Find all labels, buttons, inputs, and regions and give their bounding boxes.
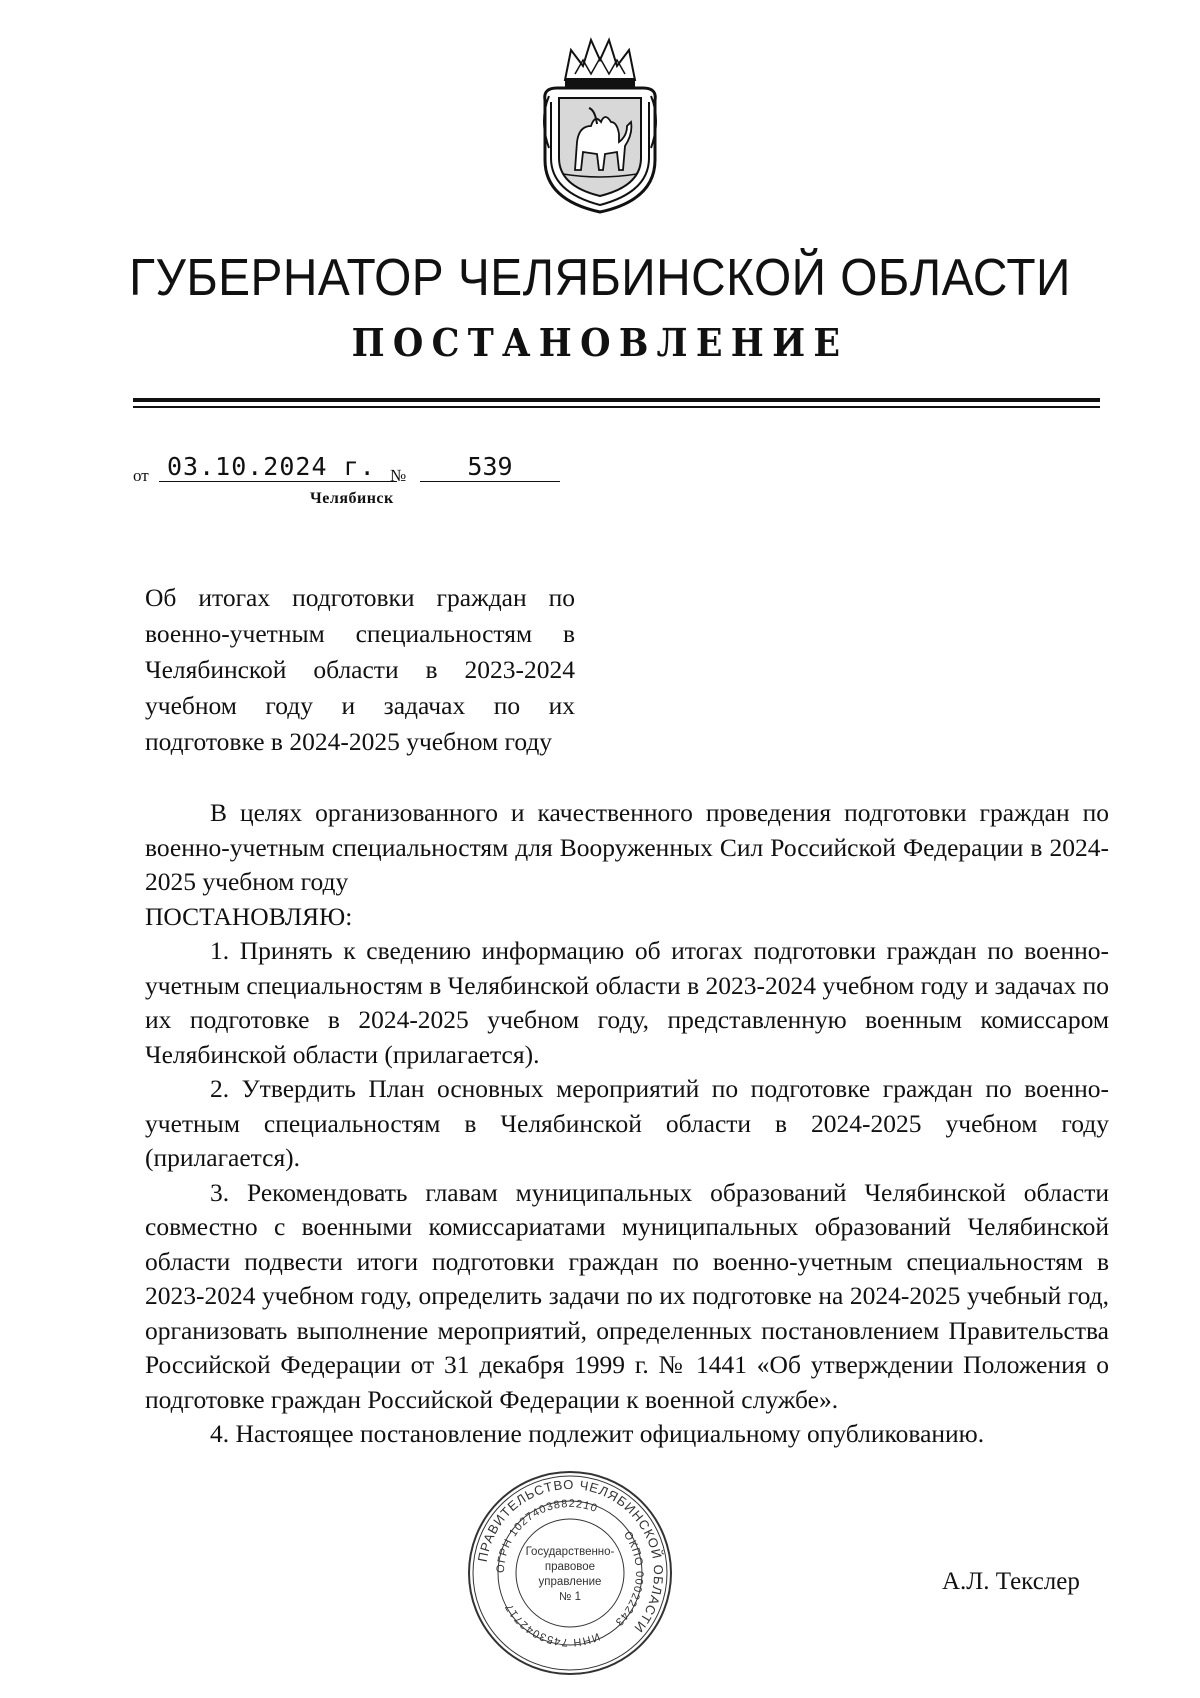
city-label: Челябинск <box>310 490 394 507</box>
header-rule-thick <box>133 398 1100 402</box>
number-sign: № <box>390 466 407 485</box>
document-date: 03.10.2024 г. <box>159 452 397 482</box>
seal-okpo: ОКПО 00022243 <box>612 1529 646 1629</box>
seal-center-line-1: Государственно- <box>525 1546 615 1558</box>
header-rule-thin <box>133 406 1100 408</box>
seal-ring-text: ПРАВИТЕЛЬСТВО ЧЕЛЯБИНСКОЙ ОБЛАСТИ <box>474 1476 667 1636</box>
preamble: В целях организованного и качественного проведения подготовки граждан по военно-учетным специальностям для Вооруженных Сил Российской Федерации в 2024-2025 учебном году <box>145 798 1109 896</box>
date-prefix: от <box>133 466 149 485</box>
svg-text:ОКПО 00022243 <box>612 1529 645 1628</box>
official-seal-stamp <box>465 1468 675 1678</box>
signatory-name: А.Л. Текслер <box>942 1568 1080 1595</box>
coat-of-arms-icon <box>535 30 665 215</box>
clause-4: 4. Настоящее постановление подлежит официальному опубликованию. <box>210 1419 985 1448</box>
document-type: ПОСТАНОВЛЕНИЕ <box>351 320 849 365</box>
seal-inn: ИНН 7453042717 <box>502 1600 602 1649</box>
seal-ogrn: ОГРН 1027403882210 <box>494 1497 600 1574</box>
seal-center-line-4: № 1 <box>559 1591 581 1603</box>
document-subject: Об итогах подготовки граждан по военно-учетным специальностям в Челябинской области в 2023-2024 учебном году и задачах по их подготовке в 2024-2025 учебном году <box>145 583 575 756</box>
decree-word: ПОСТАНОВЛЯЮ: <box>145 901 353 931</box>
seal-center-line-2: правовое <box>544 1561 596 1573</box>
clause-2: 2. Утвердить План основных мероприятий по подготовке граждан по военно-учетным специальностям в Челябинской области в 2024-2025 учебном году (прилагается). <box>145 1074 1109 1172</box>
clause-1: 1. Принять к сведению информацию об итогах подготовки граждан по военно-учетным специальностям в Челябинской области в 2023-2024 учебном году и задачах по их подготовке в 2024-2025 учебном году, представленную военным комиссаром Челябинской области (прилагается). <box>145 936 1109 1069</box>
seal-center-line-3: управление <box>538 1576 602 1588</box>
document-number: 539 <box>420 452 560 482</box>
clause-3: 3. Рекомендовать главам муниципальных образований Челябинской области совместно с военными комиссариатами муниципальных образований Челябинской области подвести итоги подготовки граждан по военно-учетным специальностям в 2023-2024 учебном году, определить задачи по их подготовке на 2024-2025 учебный год, организовать выполнение мероприятий, определенных постановлением Правительства Российской Федерации от 31 декабря 1999 г. № 1441 «Об утверждении Положения о подготовке граждан Российской Федерации к военной службе». <box>145 1177 1109 1414</box>
authority-title: ГУБЕРНАТОР ЧЕЛЯБИНСКОЙ ОБЛАСТИ <box>129 249 1071 307</box>
document-body <box>145 796 1109 1452</box>
